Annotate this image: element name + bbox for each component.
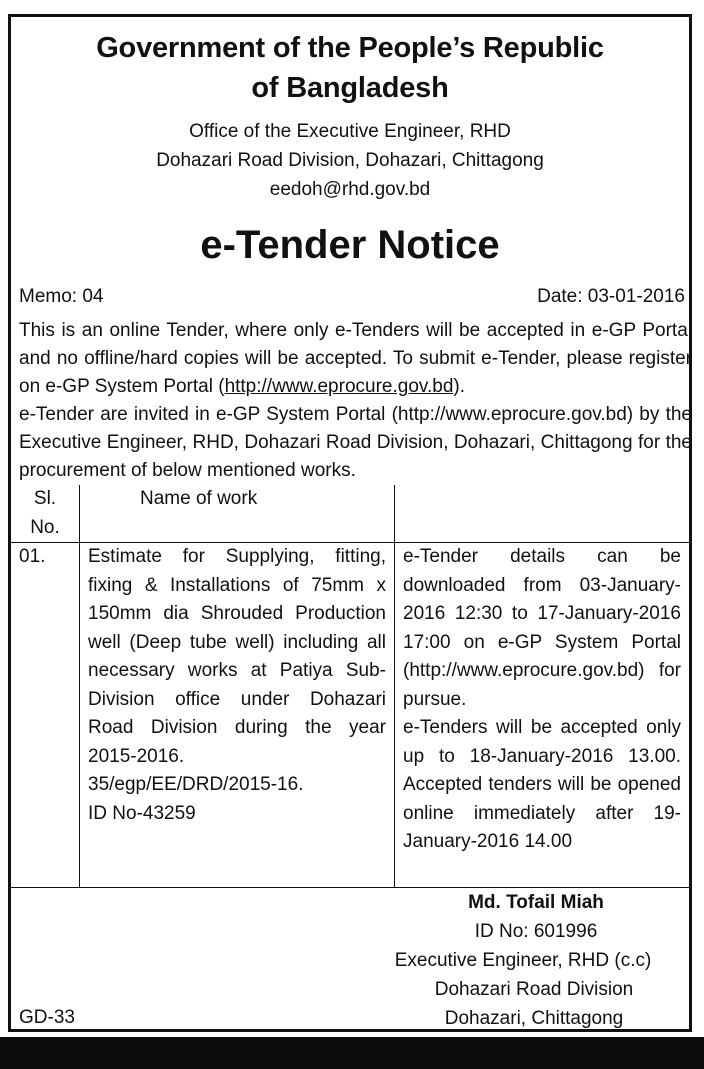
office-email: eedoh@rhd.gov.bd xyxy=(269,179,431,200)
signatory-division: Dohazari Road Division xyxy=(434,979,634,1000)
work-description: Estimate for Supplying, fitting, fixing & Installations of 75mm x 150mm dia Shrouded Production well (Deep tube well) including all necessary works at Patiya Sub-Division office under Dohazari Road Division during the year 2015-2016. xyxy=(88,546,386,767)
office-block xyxy=(11,117,689,204)
signature-block xyxy=(384,888,684,1033)
office-division: Dohazari Road Division, Dohazari, Chittagong xyxy=(156,150,544,171)
government-heading xyxy=(11,28,689,108)
intro-paragraph-1 xyxy=(19,317,692,401)
work-id: ID No-43259 xyxy=(88,802,196,824)
signatory-place: Dohazari, Chittagong xyxy=(444,1008,624,1029)
office-name: Office of the Executive Engineer, RHD xyxy=(189,121,511,142)
signatory-name: Md. Tofail Miah xyxy=(468,892,604,913)
header-name-of-work: Name of work xyxy=(80,485,395,543)
signatory-id: ID No: 601996 xyxy=(474,921,598,942)
intro-paragraph-2: e-Tender are invited in e-GP System Portal (http://www.eprocure.gov.bd) by the Executive Engineer, RHD, Dohazari Road Division, Dohazari, Chittagong for the procurement of below mentioned works. xyxy=(19,404,692,481)
row-work xyxy=(80,543,395,888)
work-reference: 35/egp/EE/DRD/2015-16. xyxy=(88,774,304,795)
table-row xyxy=(11,543,689,888)
details-acceptance: e-Tenders will be accepted only up to 18-January-2016 13.00. Accepted tenders will be opened online immediately after 19-January-2016 14.00 xyxy=(403,717,681,852)
government-heading-line2: of Bangladesh xyxy=(251,72,449,104)
intro-paragraph-1-text: This is an online Tender, where only e-Tenders will be accepted in e-GP Portal and no offline/hard copies will be accepted. To submit e-Tender, please register on e-GP System Portal ( xyxy=(19,320,692,397)
header-sl-no: Sl. No. xyxy=(11,485,80,543)
intro-text xyxy=(19,317,692,485)
bottom-bar xyxy=(0,1037,704,1069)
notice-date: Date: 03-01-2016 xyxy=(537,286,685,307)
details-download: e-Tender details can be downloaded from 03-January-2016 12:30 to 17-January-2016 17:00 on e-GP System Portal (http://www.eprocure.gov.bd) for pursue. xyxy=(403,546,681,710)
works-table xyxy=(11,485,689,888)
intro-paragraph-1-end: ). xyxy=(453,376,465,397)
notice-title: e-Tender Notice xyxy=(200,223,500,267)
table-header-row xyxy=(11,485,689,543)
government-heading-line1: Government of the People’s Republic xyxy=(96,32,604,64)
row-sl: 01. xyxy=(11,543,80,888)
memo-number: Memo: 04 xyxy=(19,286,104,307)
gd-number: GD-33 xyxy=(19,1007,75,1028)
row-details xyxy=(395,543,690,888)
eprocure-link[interactable]: http://www.eprocure.gov.bd xyxy=(224,376,454,397)
header-blank xyxy=(395,485,690,543)
signatory-designation: Executive Engineer, RHD (c.c) xyxy=(394,950,652,971)
